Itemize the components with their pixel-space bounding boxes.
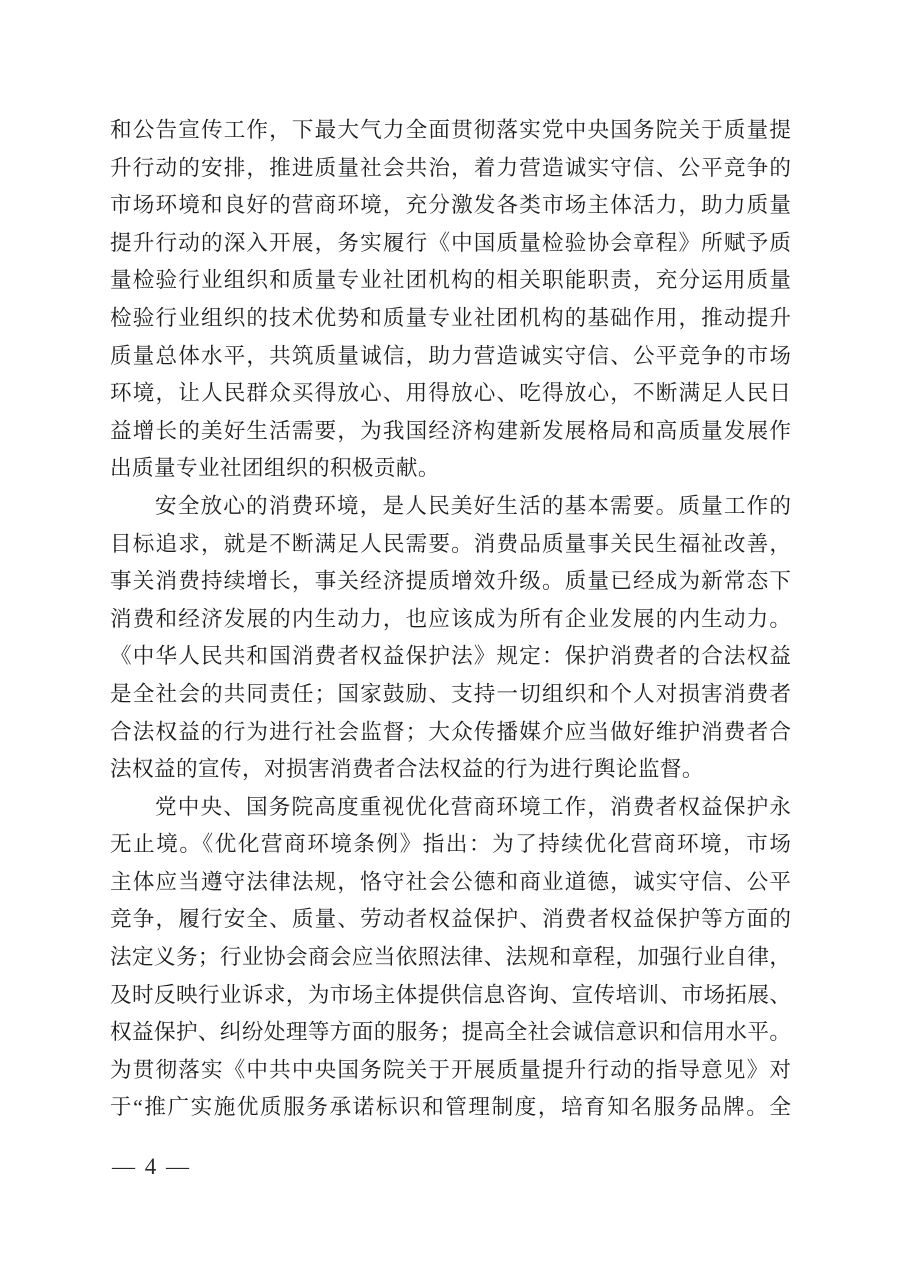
text-line: 市场环境和良好的营商环境，充分激发各类市场主体活力，助力质量: [110, 193, 791, 218]
text-line: 出质量专业社团组织的积极贡献。: [110, 456, 440, 481]
text-line: 检验行业组织的技术优势和质量专业社团机构的基础作用，推动提升: [110, 305, 791, 330]
text-line: 法定义务；行业协会商会应当依照法律、法规和章程，加强行业自律，: [110, 945, 791, 970]
text-line: 环境，让人民群众买得放心、用得放心、吃得放心，不断满足人民日: [110, 381, 791, 406]
text-line: 竞争，履行安全、质量、劳动者权益保护、消费者权益保护等方面的: [110, 907, 791, 932]
text-line: 合法权益的行为进行社会监督；大众传播媒介应当做好维护消费者合: [110, 719, 791, 744]
text-line: 及时反映行业诉求，为市场主体提供信息咨询、宣传培训、市场拓展、: [110, 982, 791, 1007]
text-line: 为贯彻落实《中共中央国务院关于开展质量提升行动的指导意见》对: [110, 1057, 791, 1082]
text-line: 于“推广实施优质服务承诺标识和管理制度，培育知名服务品牌。全: [110, 1095, 791, 1120]
text-line: 和公告宣传工作，下最大气力全面贯彻落实党中央国务院关于质量提: [110, 118, 791, 142]
text-line: 安全放心的消费环境，是人民美好生活的基本需要。质量工作的: [155, 493, 791, 518]
text-line: 质量总体水平，共筑质量诚信，助力营造诚实守信、公平竞争的市场: [110, 343, 791, 368]
text-line: 益增长的美好生活需要，为我国经济构建新发展格局和高质量发展作: [110, 418, 791, 443]
text-line: 消费和经济发展的内生动力，也应该成为所有企业发展的内生动力。: [110, 606, 791, 631]
page-number: — 4 —: [112, 1154, 191, 1179]
text-line: 党中央、国务院高度重视优化营商环境工作，消费者权益保护永: [155, 794, 791, 819]
text-line: 主体应当遵守法律法规，恪守社会公德和商业道德，诚实守信、公平: [110, 869, 791, 894]
text-line: 目标追求，就是不断满足人民需要。消费品质量事关民生福祉改善，: [110, 531, 791, 556]
text-line: 无止境。《优化营商环境条例》指出：为了持续优化营商环境，市场: [110, 832, 791, 857]
text-line: 权益保护、纠纷处理等方面的服务；提高全社会诚信意识和信用水平。: [110, 1020, 791, 1045]
text-line: 量检验行业组织和质量专业社团机构的相关职能职责，充分运用质量: [110, 268, 791, 293]
document-body: [110, 112, 791, 1127]
text-line: 事关消费持续增长，事关经济提质增效升级。质量已经成为新常态下: [110, 569, 791, 594]
text-line: 提升行动的深入开展，务实履行《中国质量检验协会章程》所赋予质: [110, 230, 791, 255]
text-line: 法权益的宣传，对损害消费者合法权益的行为进行舆论监督。: [110, 757, 704, 782]
text-line: 是全社会的共同责任；国家鼓励、支持一切组织和个人对损害消费者: [110, 681, 791, 706]
text-line: 升行动的安排，推进质量社会共治，着力营造诚实守信、公平竞争的: [110, 155, 791, 180]
text-line: 《中华人民共和国消费者权益保护法》规定：保护消费者的合法权益: [110, 644, 791, 669]
